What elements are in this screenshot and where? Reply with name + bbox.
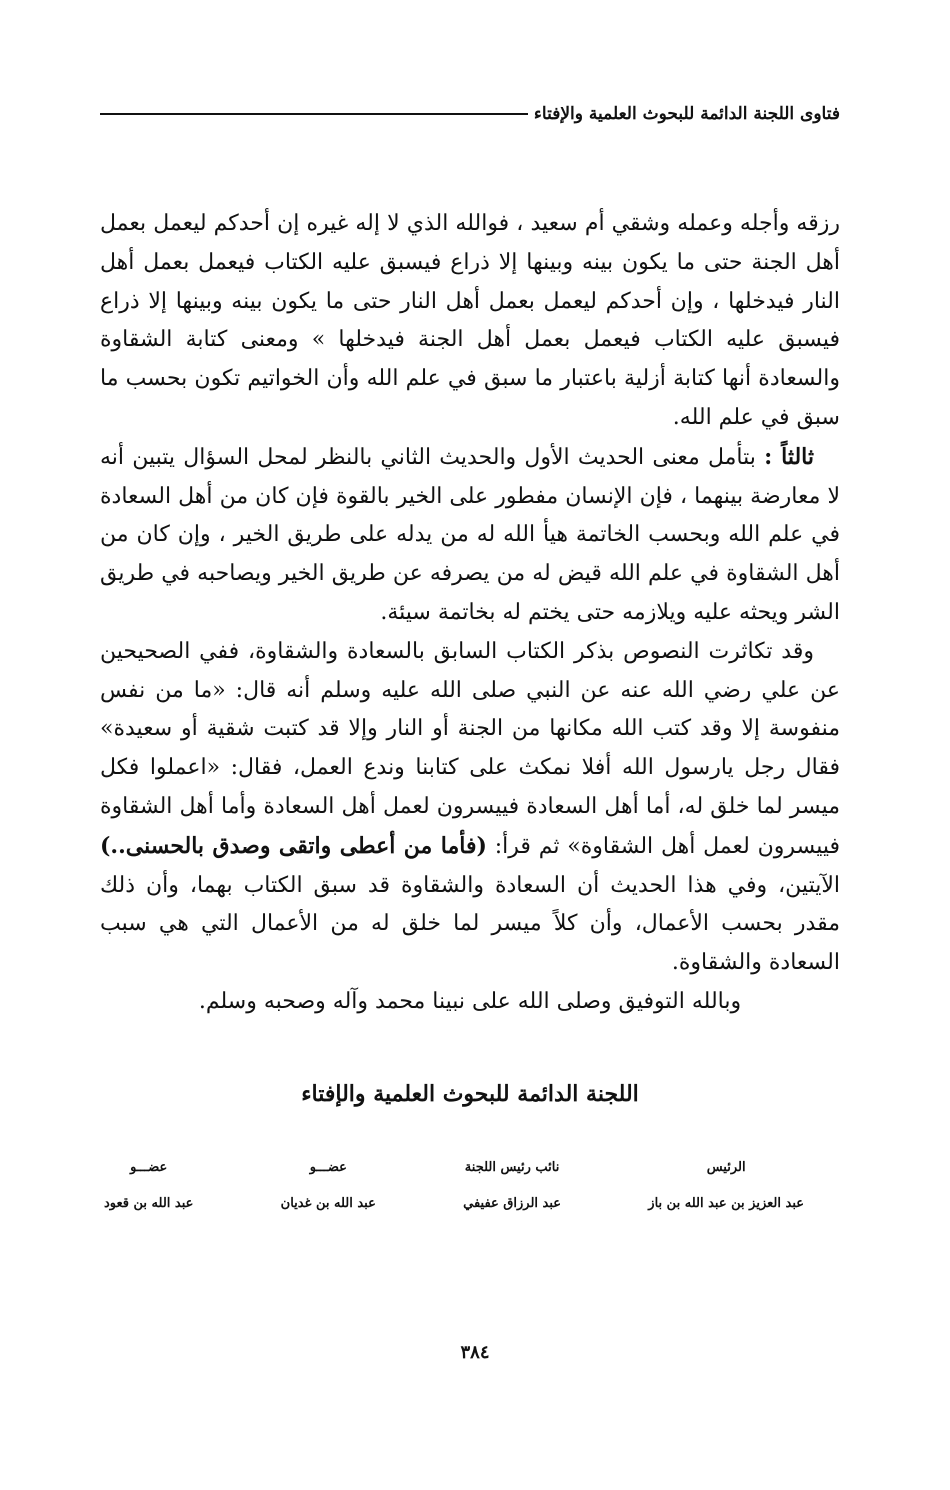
signatory-name: عبد العزيز بن عبد الله بن باز	[648, 1196, 804, 1211]
paragraph-3-text-after: الآيتين، وفي هذا الحديث أن السعادة والشقاوة قد سبق الكتاب بهما، وأن ذلك مقدر بحسب الأعمال، وأن كلاً ميسر لما خلق له من الأعمال التي هي سبب السعادة والشقاوة.	[100, 872, 840, 976]
body-text	[100, 205, 840, 1022]
header-rule	[100, 113, 528, 115]
signatory-chairman	[648, 1155, 804, 1215]
signatory-name: عبد الرزاق عفيفي	[463, 1196, 562, 1211]
paragraph-3-text-before: وقد تكاثرت النصوص بذكر الكتاب السابق بالسعادة والشقاوة، ففي الصحيحين عن علي رضي الله عنه عن النبي صلى الله عليه وسلم أنه قال: «ما من نفس منفوسة إلا وقد كتب الله مكانها من الجنة أو النار وإلا قد كتبت شقية أو سعيدة» فقال رجل يارسول الله أفلا نمكث على كتابنا وندع العمل، فقال: «اعملوا فكل ميسر لما خلق له، أما أهل السعادة فييسرون لعمل أهل السعادة وأما أهل الشقاوة فييسرون لعمل أهل الشقاوة» ثم قرأ:	[100, 638, 840, 859]
closing-line: وبالله التوفيق وصلى الله على نبينا محمد وآله وصحبه وسلم.	[198, 988, 742, 1014]
paragraph-2-lead: ثالثاً :	[764, 443, 814, 470]
signatory-role: عضـــو	[309, 1160, 347, 1175]
committee-title: اللجنة الدائمة للبحوث العلمية والإفتاء	[301, 1081, 639, 1107]
signatory-role: عضـــو	[130, 1160, 168, 1175]
paragraph-3	[100, 633, 840, 983]
paragraph-2	[100, 438, 840, 633]
signatory-role: نائب رئيس اللجنة	[464, 1160, 560, 1175]
paragraph-2-text: بتأمل معنى الحديث الأول والحديث الثاني بالنظر لمحل السؤال يتبين أنه لا معارضة بينهما ، فإن الإنسان مفطور على الخير بالقوة فإن كان من أهل السعادة في علم الله وبحسب الخاتمة هيأ الله له من يدله على طريق الخير ، وإن كان من أهل الشقاوة في علم الله قيض له من يصرفه عن طريق الخير ويصاحبه في طريق الشر ويحثه عليه ويلازمه حتى يختم له بخاتمة سيئة.	[100, 444, 840, 625]
signatures-block	[104, 1155, 804, 1215]
signatory-name: عبد الله بن قعود	[104, 1196, 194, 1211]
signatory-member-2	[104, 1155, 193, 1215]
signatory-name: عبد الله بن غديان	[280, 1196, 376, 1211]
running-header	[100, 84, 840, 124]
signatory-role: الرئيس	[706, 1160, 746, 1175]
quran-quote: (فأما من أعطى واتقى وصدق بالحسنى..)	[100, 832, 487, 859]
header-title: فتاوى اللجنة الدائمة للبحوث العلمية والإفتاء	[533, 104, 840, 124]
signatory-member-1	[281, 1155, 376, 1215]
signatory-vice-chairman	[463, 1155, 561, 1215]
page-number: ٣٨٤	[460, 1342, 490, 1363]
paragraph-1	[100, 205, 840, 438]
paragraph-1-text: رزقه وأجله وعمله وشقي أم سعيد ، فوالله الذي لا إله غيره إن أحدكم ليعمل بعمل أهل الجنة حتى ما يكون بينه وبينها إلا ذراع فيسبق عليه الكتاب فيعمل بعمل أهل النار فيدخلها ، وإن أحدكم ليعمل بعمل أهل النار حتى ما يكون بينه وبينها إلا ذراع فيسبق عليه الكتاب فيعمل بعمل أهل الجنة فيدخلها » ومعنى كتابة الشقاوة والسعادة أنها كتابة أزلية باعتبار ما سبق في علم الله وأن الخواتيم تكون بحسب ما سبق في علم الله.	[100, 211, 840, 430]
